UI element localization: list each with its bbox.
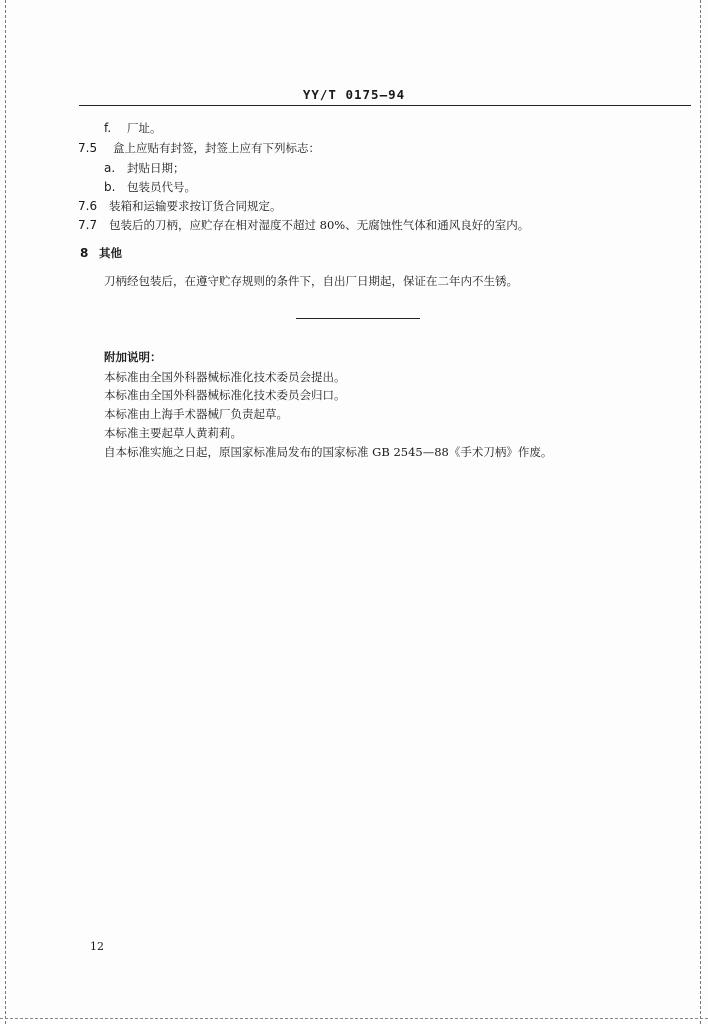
list-item-b-text: 包装员代号。 [127, 180, 196, 194]
appendix-line-4: 本标准主要起草人黄莉莉。 [104, 426, 242, 440]
list-letter-b: b. [104, 180, 116, 194]
list-item-f-text: 厂址。 [127, 121, 162, 135]
clause-7-5-text: 盒上应贴有封签，封签上应有下列标志： [113, 141, 320, 155]
clause-number-7-7: 7.7 [78, 218, 98, 232]
scan-edge-bottom [0, 1018, 708, 1019]
section-8-title: 其他 [99, 246, 122, 260]
appendix-line-5: 自本标准实施之日起，原国家标准局发布的国家标准 GB 2545—88《手术刀柄》作废。 [104, 445, 553, 459]
appendix-line-3: 本标准由上海手术器械厂负责起草。 [104, 407, 288, 421]
list-item-a-text: 封贴日期； [127, 161, 185, 175]
list-letter-a: a. [104, 161, 116, 175]
page-number: 12 [90, 940, 104, 953]
appendix-line-2: 本标准由全国外科器械标准化技术委员会归口。 [104, 388, 346, 402]
clause-number-7-5: 7.5 [78, 141, 98, 155]
header-rule [79, 105, 691, 106]
clause-number-7-6: 7.6 [78, 199, 98, 213]
clause-7-6-text: 装箱和运输要求按订货合同规定。 [109, 199, 282, 213]
appendix-line-1: 本标准由全国外科器械标准化技术委员会提出。 [104, 370, 346, 384]
section-8-body: 刀柄经包装后，在遵守贮存规则的条件下，自出厂日期起，保证在二年内不生锈。 [104, 274, 518, 288]
appendix-title: 附加说明： [104, 350, 162, 364]
standard-code-header: YY/T 0175—94 [302, 87, 406, 102]
scan-edge-left [5, 0, 6, 1024]
clause-7-7-text: 包装后的刀柄，应贮存在相对湿度不超过 80%、无腐蚀性气体和通风良好的室内。 [109, 218, 530, 232]
list-letter-f: f. [104, 121, 112, 135]
separator-rule [296, 318, 420, 319]
scan-edge-right [700, 0, 701, 1024]
section-number-8: 8 [80, 246, 89, 260]
